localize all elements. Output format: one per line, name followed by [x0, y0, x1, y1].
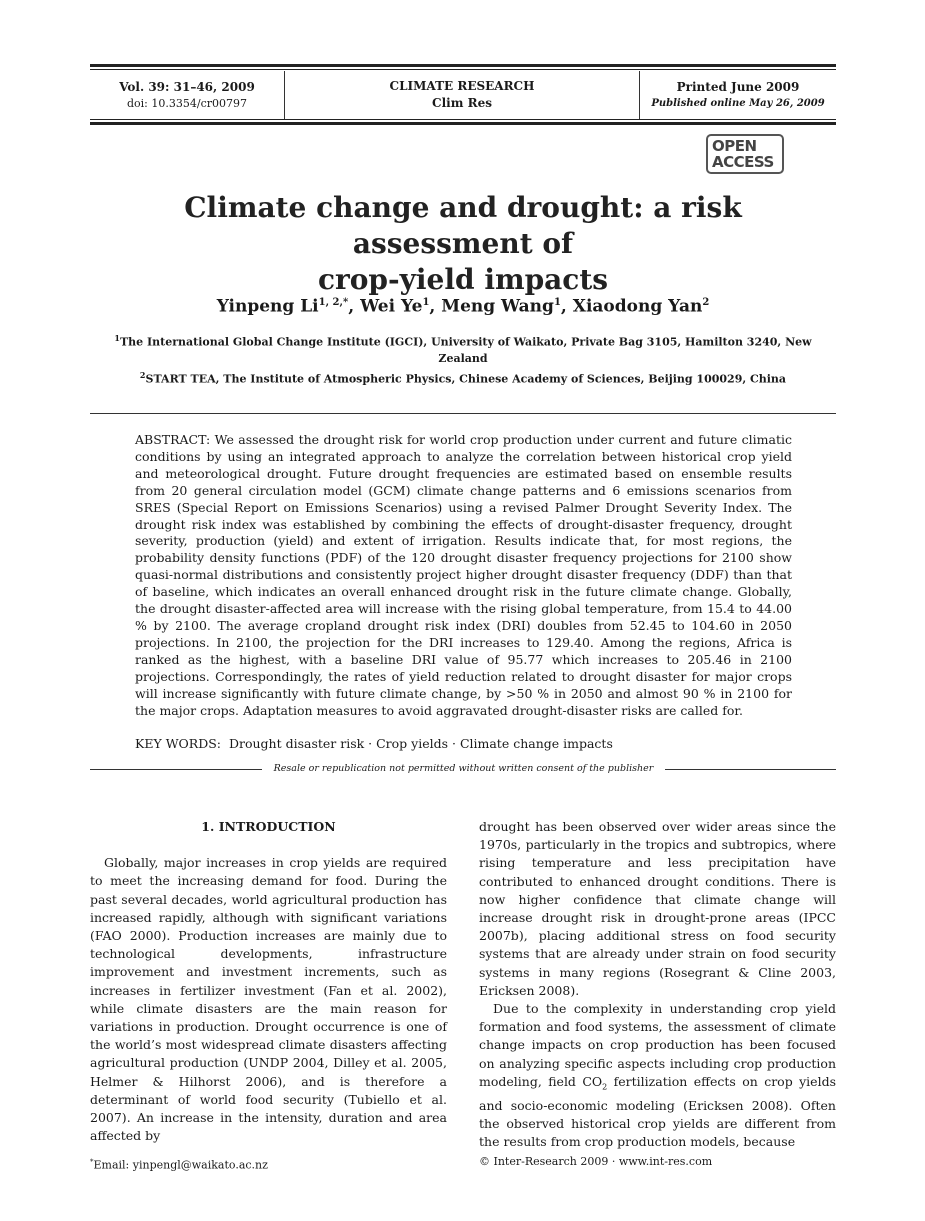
volume-info: Vol. 39: 31–46, 2009: [119, 79, 255, 94]
abstract-text: We assessed the drought risk for world crop production under current and future climatic conditions by using an integrated approach to analyze the correlation between historical crop yield and meteorological drought. Future drought frequencies are estimated based on ensemble results from 20 general circulation model (GCM) climate change patterns and 6 emissions scenarios from SRES (Special Report on Emissions Scenarios) using a revised Palmer Drought Severity Index. The drought risk index was established by combining the effects of drought-disaster frequency, drought severity, production (yield) and extent of irrigation. Results indicate that, for most regions, the probability density functions (PDF) of the 120 drought disaster frequency projections for 2100 show quasi-normal distributions and consistently project higher drought disaster frequency (DDF) than that of baseline, which indicates an overall enhanced drought risk in the future climate change. Globally, the drought disaster-affected area will increase with the rising global temperature, from 15.4 to 44.00 % by 2100. The average cropland drought risk index (DRI) doubles from 52.45 to 104.60 in 2050 projections. In 2100, the projection for the DRI increases to 129.40. Among the regions, Africa is ranked as the highest, with a baseline DRI value of 95.77 which increases to 205.46 in 2100 projections. Correspondingly, the rates of yield reduction related to drought disaster for major crops will increase significantly with future climate change, by >50 % in 2050 and almost 90 % in 2100 for the major crops. Adaptation measures to avoid aggravated drought-disaster risks are called for.: [135, 432, 792, 718]
author-list: [90, 291, 836, 319]
author-separator: ,: [429, 296, 442, 317]
abstract-top-rule: [90, 413, 836, 414]
journal-abbreviation: Clim Res: [432, 96, 492, 110]
title-line-2: crop-yield impacts: [317, 263, 609, 296]
resale-rule-left: [90, 769, 262, 770]
affiliations: [90, 330, 836, 387]
open-access-line2: ACCESS: [712, 153, 774, 171]
footer-email: [90, 1154, 268, 1174]
abstract-label: ABSTRACT:: [135, 432, 211, 447]
header-bottom-rule-thin: [90, 119, 836, 120]
header-top-rule-thin: [90, 69, 836, 70]
footer-copyright: © Inter-Research 2009 · www.int-res.com: [479, 1155, 713, 1168]
published-online-date: Published online May 26, 2009: [651, 97, 825, 109]
journal-name: CLIMATE RESEARCH: [389, 79, 535, 93]
keywords-text: Drought disaster risk · Crop yields · Climate change impacts: [228, 736, 613, 751]
header-journal-cell: [285, 72, 639, 118]
affiliation-1: $^1$The International Global Change Institute (IGCI), University of Waikato, Private Bag 3105, Hamilton 3240, New Zealand: [114, 333, 812, 365]
body-paragraph: drought has been observed over wider areas since the 1970s, particularly in the tropics and subtropics, where rising temperature and less precipitation have contributed to enhanced drought conditions. There is now higher confidence that climate change will increase drought risk in drought-prone areas (IPCC 2007b), placing additional stress on food security systems that are already under strain on food security systems in many regions (Rosegrant & Cline 2003, Ericksen 2008).: [479, 819, 836, 998]
email-address: Email: yinpengl@waikato.ac.nz: [93, 1158, 268, 1172]
title-line-1: Climate change and drought: a risk assessment of: [184, 191, 742, 260]
header-top-rule-thick: [90, 64, 836, 67]
author-name: Wei Ye: [360, 296, 423, 317]
open-access-line1: OPEN: [712, 137, 757, 155]
body-column-right: [479, 818, 836, 1151]
affiliation-2: $^2$START TEA, The Institute of Atmospheric Physics, Chinese Academy of Sciences, Beijing 100029, China: [139, 369, 787, 386]
author-affiliation-mark: 1, 2,*: [318, 297, 349, 308]
author-affiliation-mark: 1: [553, 297, 561, 308]
email-footnote-mark: *: [90, 1158, 94, 1166]
keywords: [135, 735, 792, 752]
header-dates-cell: [640, 72, 836, 118]
abstract: [135, 432, 792, 719]
author-name: Yinpeng Li: [216, 296, 319, 317]
section-heading: 1. INTRODUCTION: [201, 819, 336, 834]
author-separator: ,: [348, 296, 361, 317]
author-name: Meng Wang: [441, 296, 554, 317]
author-name: Xiaodong Yan: [572, 296, 703, 317]
resale-rule-right: [665, 769, 836, 770]
body-paragraph: Due to the complexity in understanding crop yield formation and food systems, the assessment of climate change impacts on crop production has been focused on analyzing specific aspects including crop production modeling, field $CO_2$ fertilization effects on crop yields and socio-economic modeling (Ericksen 2008). Often the observed historical crop yields are different from the results from crop production models, because: [479, 1001, 836, 1149]
author-separator: ,: [560, 296, 573, 317]
doi: doi: 10.3354/cr00797: [127, 96, 247, 110]
header-volume-cell: [90, 72, 284, 118]
keywords-label: KEY WORDS:: [135, 736, 221, 751]
resale-notice: Resale or republication not permitted without written consent of the publisher: [273, 763, 654, 774]
body-column-left: [90, 818, 447, 1145]
author-affiliation-mark: 1: [422, 297, 430, 308]
article-title: [90, 190, 836, 298]
printed-date: Printed June 2009: [676, 79, 800, 94]
author-affiliation-mark: 2: [702, 297, 710, 308]
header-bottom-rule-thick: [90, 122, 836, 125]
open-access-badge: [706, 134, 784, 174]
body-paragraph: Globally, major increases in crop yields are required to meet the increasing demand for food. During the past several decades, world agricultural production has increased rapidly, although with significant variations (FAO 2000). Production increases are mainly due to technological developments, infrastructure improvement and investment increments, such as increases in fertilizer investment (Fan et al. 2002), while climate disasters are the main reason for variations in production. Drought occurrence is one of the world’s most widespread climate disasters affecting agricultural production (UNDP 2004, Dilley et al. 2005, Helmer & Hilhorst 2006), and is therefore a determinant of world food security (Tubiello et al. 2007). An increase in the intensity, duration and area affected by: [90, 855, 447, 1144]
